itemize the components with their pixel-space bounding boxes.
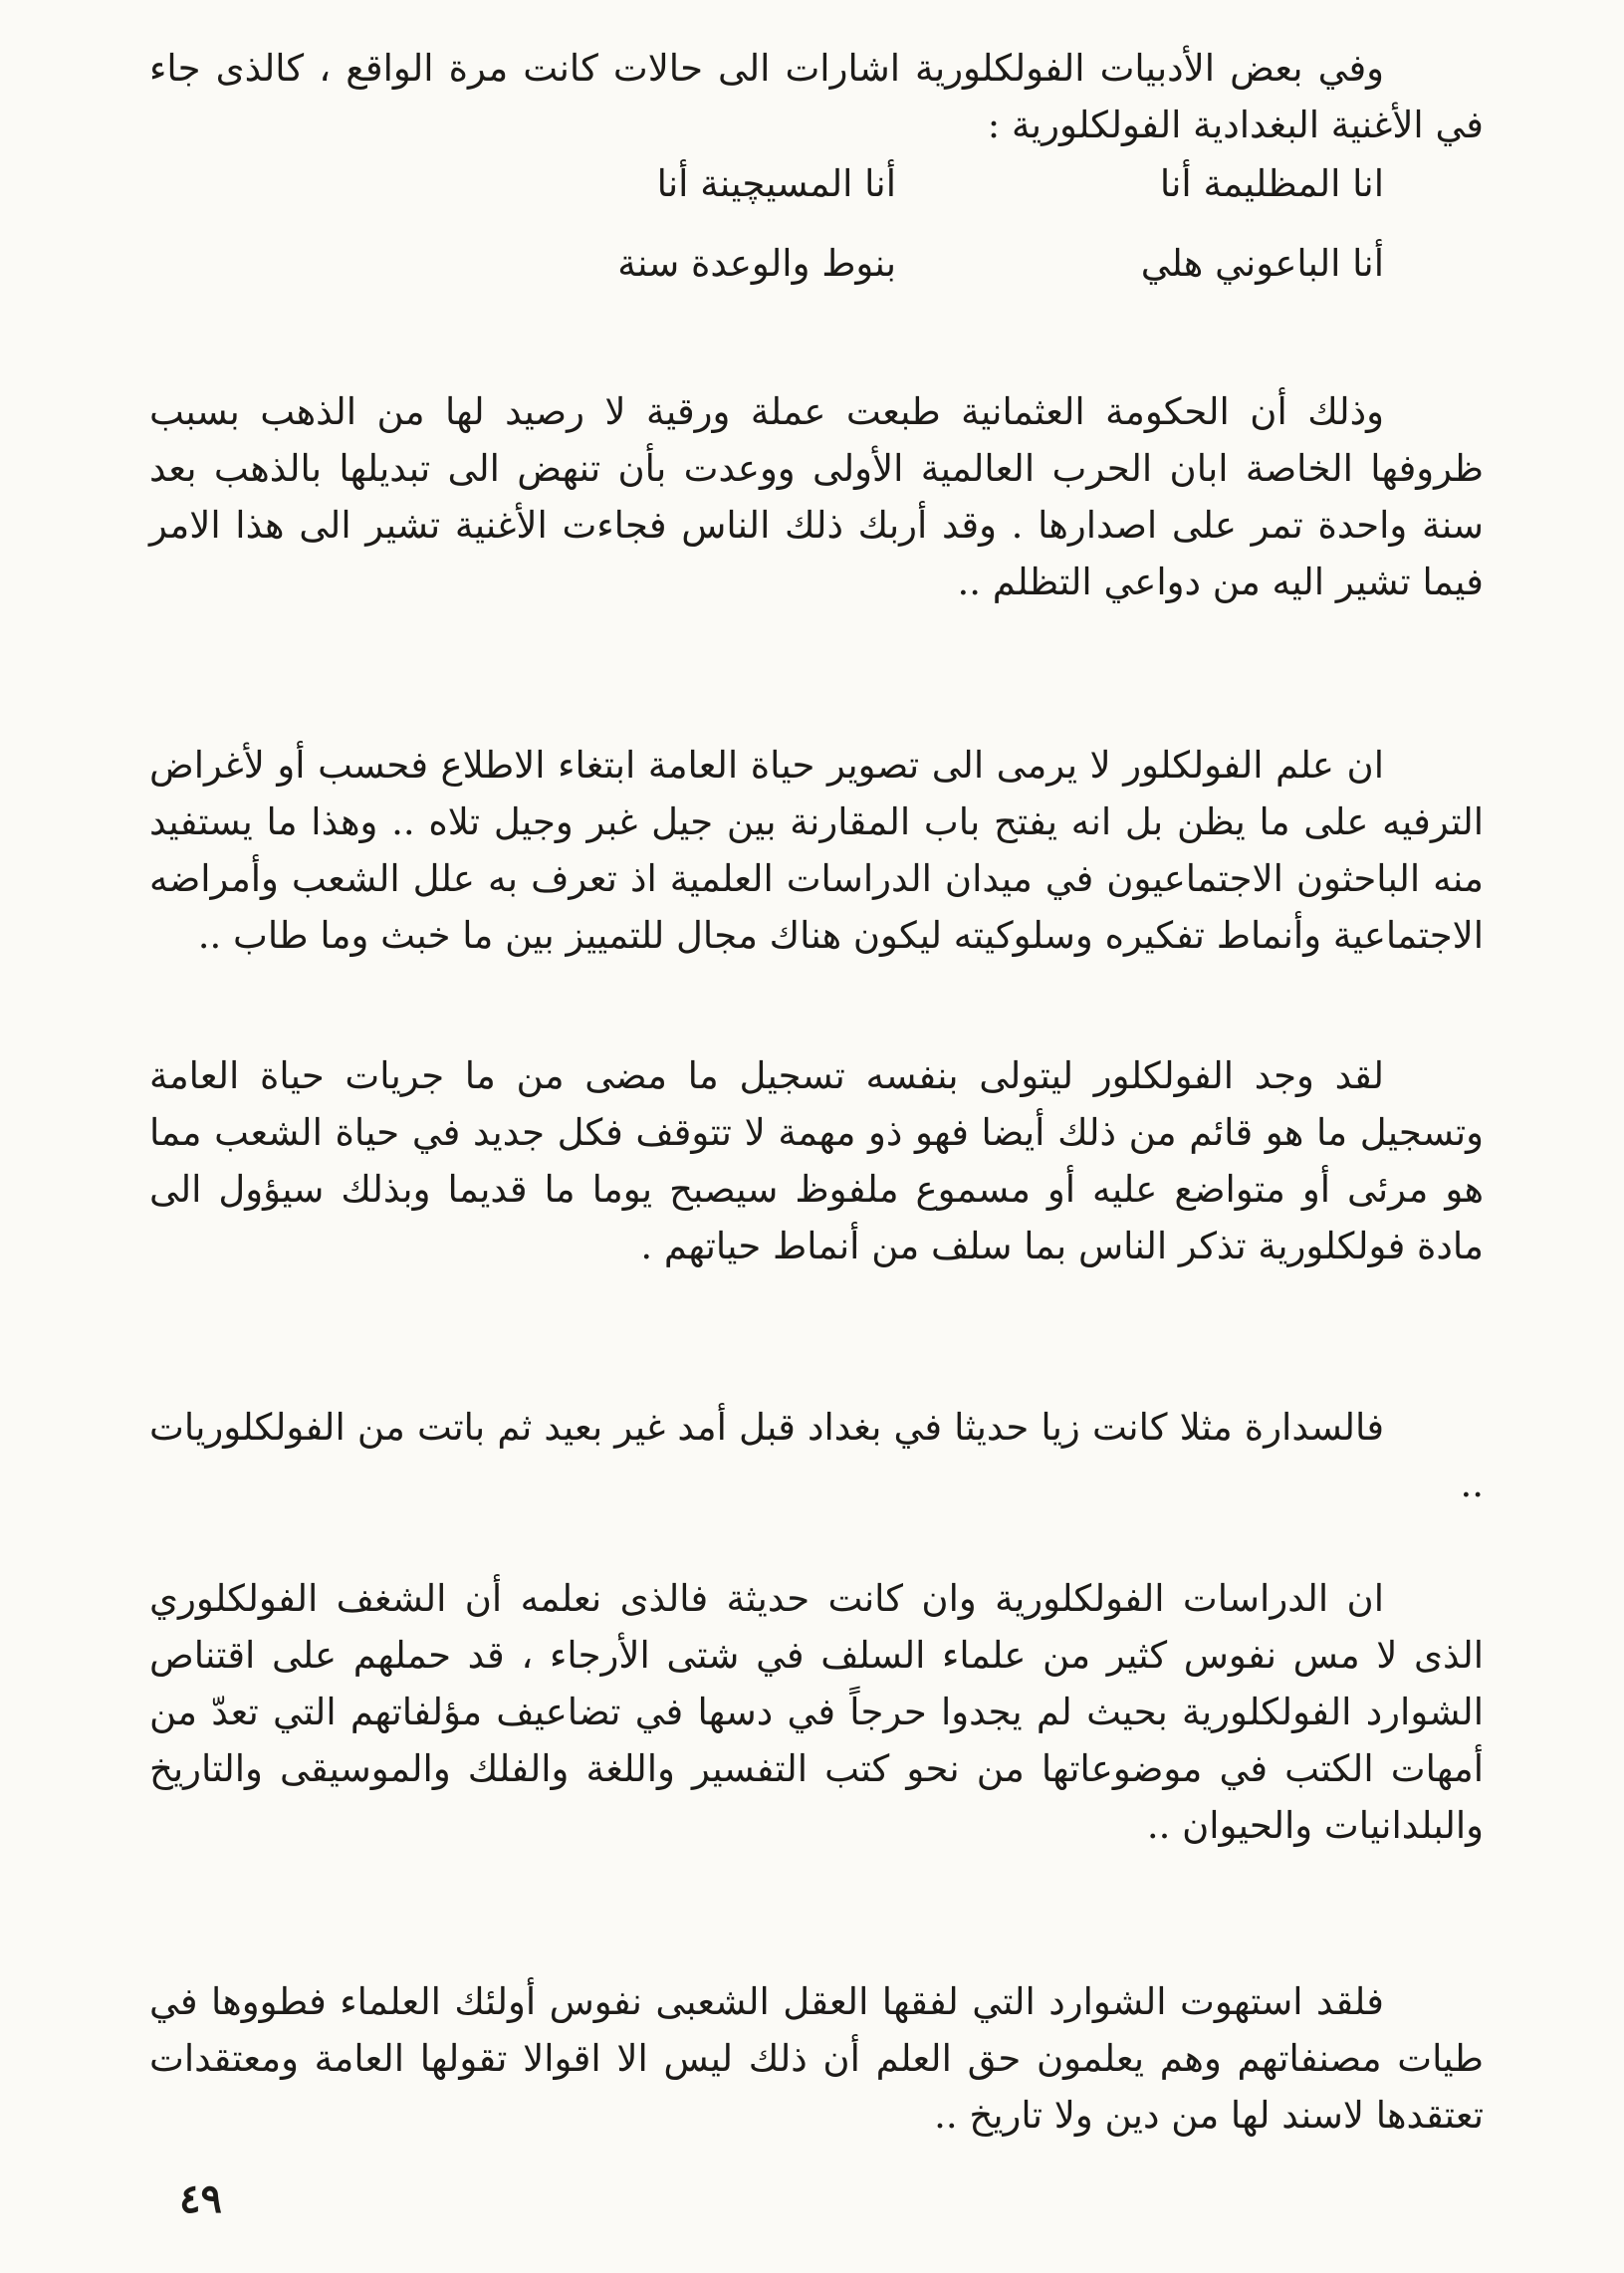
- verse-line-2-second-hemistich: بنوط والوعدة سنة: [617, 242, 896, 285]
- paragraph-sidara-example: فالسدارة مثلا كانت زيا حديثا في بغداد قبل أمد غير بعيد ثم باتت من الفولكلوريات ..: [149, 1406, 1484, 1505]
- folk-song-verse: [149, 154, 1484, 304]
- paragraph-popular-beliefs: فلقد استهوت الشوارد التي لفقها العقل الشعبى نفوس أولئك العلماء فطووها في طيات مصنفاتهم وهم يعلمون حق العلم أن ذلك ليس الا اقوالا تقولها العامة ومعتقدات تعتقدها لاسند لها من دين ولا تاريخ ..: [149, 1980, 1484, 2137]
- paragraph-early-scholars: ان الدراسات الفولكلورية وان كانت حديثة فالذى نعلمه أن الشغف الفولكلوري الذى لا مس نفوس كثير من علماء السلف في شتى الأرجاء ، قد حملهم على اقتناص الشوارد الفولكلورية بحيث لم يجدوا حرجاً في دسها في تضاعيف مؤلفاتهم التي تعدّ من أمهات الكتب في موضوعاتها من نحو كتب التفسير واللغة والفلك والموسيقى والتاريخ والبلدانيات والحيوان ..: [149, 1577, 1484, 1847]
- verse-line-1: [149, 154, 1484, 214]
- page-number: ٤٩: [179, 2175, 222, 2222]
- verse-line-1-second-hemistich: أنا المسيچينة أنا: [656, 162, 896, 205]
- verse-line-2: [149, 234, 1484, 294]
- verse-line-2-first-hemistich: أنا الباعوني هلي: [1140, 242, 1384, 285]
- paragraph-folklore-purpose: ان علم الفولكلور لا يرمى الى تصوير حياة العامة ابتغاء الاطلاع فحسب أو لأغراض الترفيه على ما يظن بل انه يفتح باب المقارنة بين جيل غبر وجيل تلاه .. وهذا ما يستفيد منه الباحثون الاجتماعيون في ميدان الدراسات العلمية اذ تعرف به علل الشعب وأمراضه الاجتماعية وأنماط تفكيره وسلوكيته ليكون هناك مجال للتمييز بين ما خبث وما طاب ..: [149, 744, 1484, 957]
- verse-line-1-first-hemistich: انا المظليمة أنا: [1159, 162, 1384, 205]
- paragraph-ottoman-currency: وذلك أن الحكومة العثمانية طبعت عملة ورقية لا رصيد لها من الذهب بسبب ظروفها الخاصة ابان الحرب العالمية الأولى ووعدت بأن تنهض الى تبديلها بالذهب بعد سنة واحدة تمر على اصدارها . وقد أربك ذلك الناس فجاءت الأغنية تشير الى هذا الامر فيما تشير اليه من دواعي التظلم ..: [149, 390, 1484, 603]
- book-page: [149, 40, 1484, 2230]
- paragraph-folklore-recording: لقد وجد الفولكلور ليتولى بنفسه تسجيل ما مضى من ما جريات حياة العامة وتسجيل ما هو قائم من ذلك أيضا فهو ذو مهمة لا تتوقف فكل جديد في حياة الشعب مما هو مرئى أو متواضع عليه أو مسموع ملفوظ سيصبح يوما ما قديما وبذلك سيؤول الى مادة فولكلورية تذكر الناس بما سلف من أنماط حياتهم .: [149, 1054, 1484, 1267]
- paragraph-intro: وفي بعض الأدبيات الفولكلورية اشارات الى حالات كانت مرة الواقع ، كالذى جاء في الأغنية البغدادية الفولكلورية :: [149, 47, 1484, 146]
